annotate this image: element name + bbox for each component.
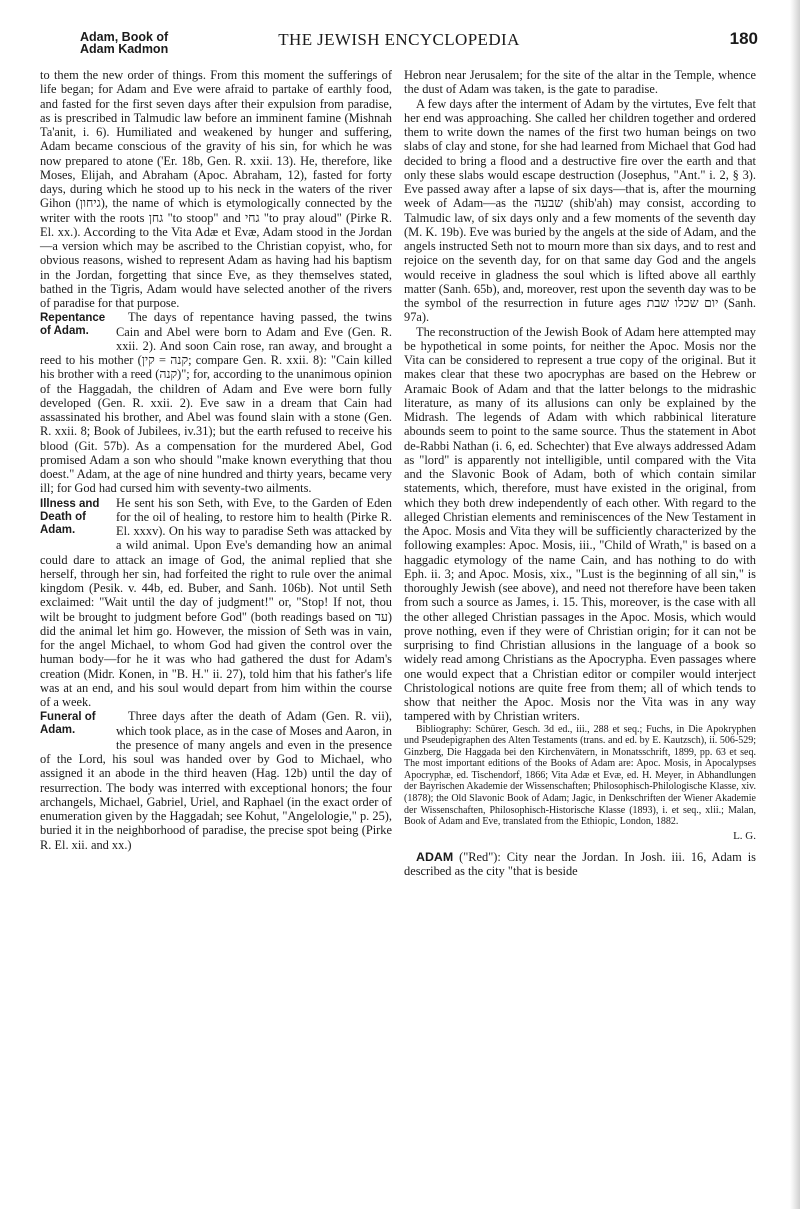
entry-title: ADAM (416, 850, 454, 865)
margin-heading-illness: Illness and Death of Adam. (40, 497, 100, 536)
paragraph: A few days after the interment of Adam by the virtutes, Eve felt that her end was approaching. She called her children together and ordered them to write down the names of the first two human beings on two slabs of clay and stone, for she had learned from Michael that God had decided to bring a flood and a destructive fire over the earth and that only these slabs would escape destruction (Josephus, "Ant." i. 2, § 3). Eve passed away after a lapse of six days—that is, after the mourning week of Adam—as the שבעה (shib'ah) may consist, according to Talmudic law, of six days only and a few moments of the seventh day (M. K. 19b). Eve was buried by the angels at the side of Adam, and the angels instructed Seth not to mourn more than six days, and to rest and rejoice on the seventh day, for on that same day God and the angels would receive in gladness the soul which is lifted above all earthly matter (Sanh. 65b), and, moreover, rest upon the seventh day was to be the symbol of the resurrection in future ages יום שכלו שבת (Sanh. 97a). (404, 96, 757, 325)
paragraph: Three days after the death of Adam (Gen. R. vii), which took place, as in the case of Moses and Aaron, in the presence of many angels and even in the presence of the Lord, his soul was handed over by God to Michael, who assigned it an abode in the third heaven (Hag. 12b) until the day of resurrection. The body was interred with exceptional honors; the four archangels, Michael, Gabriel, Uriel, and Raphael (in the exact order of enumeration given by the Haggadah; see Kohut, "Angelologie," p. 25), buried it in the neighborhood of paradise, the precise spot being (Pirke R. El. xii. and xx.) (40, 709, 392, 852)
paragraph: Hebron near Jerusalem; for the site of the altar in the Temple, whence the dust of Adam was taken, is the gate to paradise. (404, 68, 756, 97)
margin-heading-repentance: Repentance of Adam. (40, 312, 106, 338)
entry-adam-city (404, 850, 756, 879)
right-column (404, 68, 756, 879)
guide-word-first: Adam, Book of (80, 30, 169, 44)
margin-heading-funeral: Funeral of Adam. (40, 711, 96, 737)
paragraph: He sent his son Seth, with Eve, to the Garden of Eden for the oil of healing, to restore him to health (Pirke R. El. xxxv). On his way to paradise Seth was attacked by a wild animal. Upon Eve's demanding how an animal could dare to attack an image of God, the animal replied that she herself, through her sin, had forfeited the right to rule over the animal kingdom (Pesik. v. 44b, ed. Buber, and Sanh. 106b). Not until Seth exclaimed: "Wait until the day of judgment!" or, "Stop! If not, thou wilt be brought to judgment before God" (both readings based on עד) did the animal let him go. However, the mission of Seth was in vain, for the angel Michael, to whom God had given the control over the human body—for he it was who had gathered the dust for Adam's creation (Midr. Konen, in "B. H." ii. 27), told him that his father's life was at an end, and his soul would depart from him within the course of a week. (40, 495, 392, 709)
page-number: 180 (729, 29, 758, 48)
publication-title: THE JEWISH ENCYCLOPEDIA (278, 30, 520, 49)
paragraph: The days of repentance having passed, the twins Cain and Abel were born to Adam and Eve (Gen. R. xxii. 2). And soon Cain rose, ran away, and brought a reed to his mother (קנה = קין; compare Gen. R. xxii. 8): "Cain killed his brother with a reed (קנה)"; for, according to the unanimous opinion of the Haggadah, the children of Adam and Eve were born fully developed (Gen. R. xxii. 2). Eve saw in a dream that Cain had assassinated his brother, and Abel was found slain with a stone (Gen. R. xxii. 8; Book of Jubilees, iv.31); but the earth refused to receive his blood (Git. 57b). As a compensation for the murdered Abel, God promised Adam a son who should "make known everything that thou doest." Adam, at the age of nine hundred and thirty years, became very ill; for God had cursed him with seventy-two ailments. (40, 310, 392, 496)
running-header (40, 24, 758, 54)
bibliography: Bibliography: Schürer, Gesch. 3d ed., iii., 288 et seq.; Fuchs, in Die Apokryphen und Pseudepigraphen des Alten Testaments (trans. and ed. by E. Kautzsch), ii. 506-529; Ginzberg, Die Haggada bei den Kirchenvätern, in Monatsschrift, 1899, pp. 63 et seq. The most important editions of the Books of Adam are: Apoc. Mosis, in Apocalypses Apocryphæ, ed. Tischendorf, 1866; Vita Adæ et Evæ, ed. H. Meyer, in Abhandlungen der Bayrischen Akademie der Wissenschaften; Philosophisch-Philologische Klasse, xiv. (1878); the Old Slavonic Book of Adam; Jagic, in Denkschriften der Wiener Akademie der Wissenschaften, Philosophisch-Historische Klasse (1893), i. et seq., xlii.; Malan, Book of Adam and Eve, translated from the Ethiopic, London, 1882. (404, 723, 756, 828)
entry-text: ("Red"): City near the Jordan. In Josh. iii. 16, Adam is described as the city "that is beside (404, 850, 756, 879)
scan-edge-shadow (790, 0, 800, 1209)
author-signature: L. G. (733, 829, 756, 842)
paragraph: to them the new order of things. From this moment the sufferings of life began; for Adam and Eve were afraid to partake of earthly food, and fasted for the first seven days after their expulsion from paradise, as is prescribed in Talmudic law before an imminent famine (Mishnah Ta'anit, i. 6). Humiliated and weakened by hunger and suffering, Adam became conscious of the gravity of his sin, for which he was now prepared to atone ('Er. 18b, Gen. R. xxii. 13). He, therefore, like Moses, Elijah, and Abraham (Apoc. Abraham, 12), fasted for forty days, during which he stood up to his neck in the waters of the river Gihon (גיחון), the name of which is etymologically connected by the writer with the roots גחן "to stoop" and גחי "to pray aloud" (Pirke R. El. xx.). According to the Vita Adæ et Evæ, Adam stood in the Jordan—a version which may be ascribed to the Christian copyist, who, for obvious reasons, wished to represent Adam as having had his baptism in the Jordan, forgetting that since Eve, as they themselves stated, bathed in the Tigris, Adam would have selected another of the rivers of paradise for that purpose. (40, 68, 393, 310)
paragraph: The reconstruction of the Jewish Book of Adam here attempted may be hypothetical in some points, for neither the Apoc. Mosis nor the Vita can be considered to represent a true copy of the original. But it makes clear that these two apocryphas are based on the Hebrew or Aramaic Book of Adam and that the latter belongs to the midrashic literature, as many of its allusions can only be explained by the Midrash. The legends of Adam with which rabbinical literature abounds seem to point to the same source. Thus the statement in Abot de-Rabbi Nathan (i. 6, ed. Schechter) that Eve always addressed Adam as "lord" is apparently not intelligible, until compared with the Vita and the Slavonic Book of Adam, both of which contain similar statements, which, therefore, must have existed in the original, from which they both drew independently of each other. With regard to the alleged Christian elements and reminiscences of the New Testament in the Apoc. Mosis and Vita they will be sufficiently characterized by the following examples: Apoc. Mosis, iii., "Child of Wrath," is based on a haggadic etymology of the name Cain, and has nothing to do with Eph. ii. 3; and Apoc. Mosis, xix., "Lust is the beginning of all sin," is thoroughly Jewish (see above), and need not therefore have been taken from such a source as James, i. 15. This, moreover, is the case with all the other alleged Christian passages in the Apoc. Mosis, which would prove nothing, even if they were of Christian origin; for it can not be surprising to find Christian allusions in the language of a book so widely read among Christians as the Apocrypha. Even passages where one would expect that a Christian editor or compiler would interject Christological notions are quite free from them; all of which tends to show that neither the Apoc. Mosis nor the Vita was in any way tampered with by Christian writers. (404, 324, 756, 724)
left-column (40, 68, 392, 852)
guide-word-last: Adam Kadmon (80, 42, 169, 56)
